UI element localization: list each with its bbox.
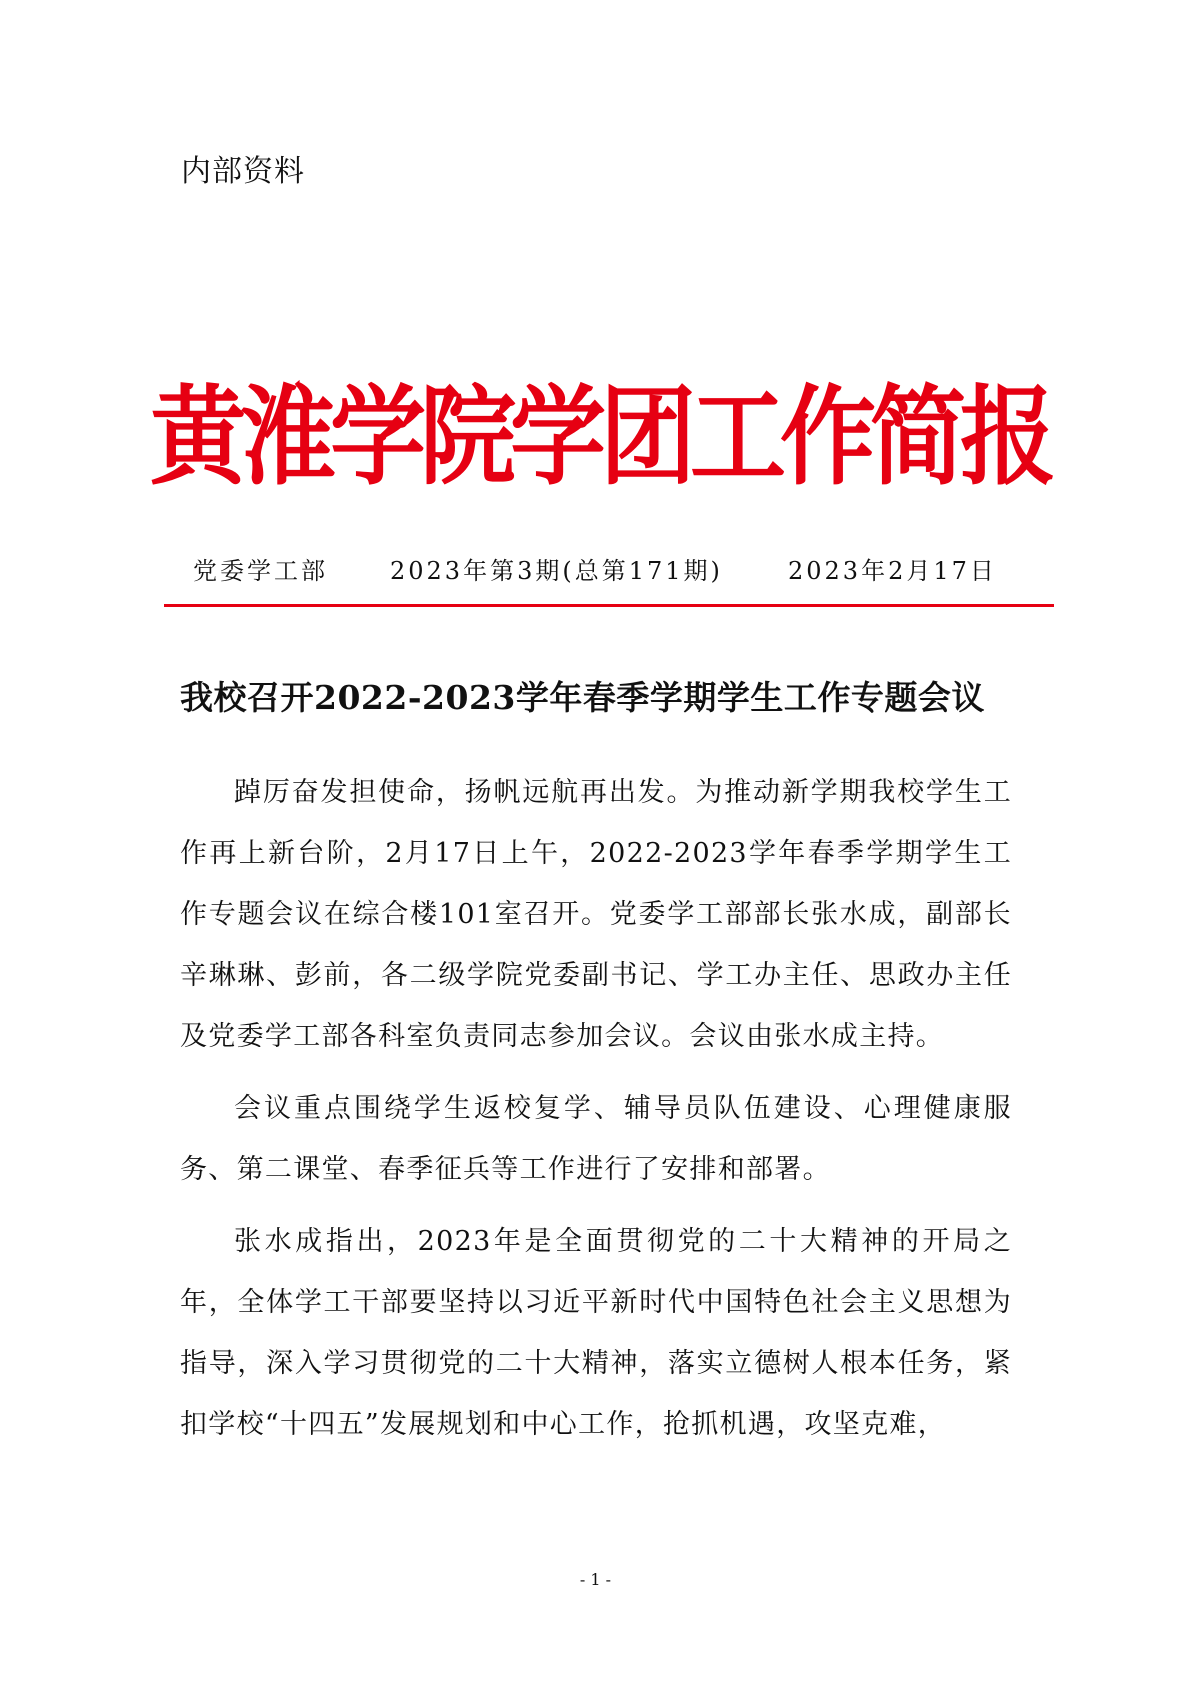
article-paragraph: 会议重点围绕学生返校复学、辅导员队伍建设、心理健康服务、第二课堂、春季征兵等工作进行了安排和部署。 [180,1093,1012,1185]
issuing-department: 党委学工部 [193,557,328,585]
article-paragraph: 张水成指出，2023年是全面贯彻党的二十大精神的开局之年，全体学工干部要坚持以习近平新时代中国特色社会主义思想为指导，深入学习贯彻党的二十大精神，落实立德树人根本任务，紧扣学校“十四五”发展规划和中心工作，抢抓机遇，攻坚克难， [180,1226,1012,1440]
classification-label: 内部资料 [181,154,305,189]
article-title: 我校召开2022-2023学年春季学期学生工作专题会议 [180,678,985,717]
red-divider-rule [164,604,1054,607]
article-body [180,762,1012,1466]
masthead-title: 黄淮学院学团工作简报 [150,373,1050,500]
article-paragraph: 踔厉奋发担使命，扬帆远航再出发。为推动新学期我校学生工作再上新台阶，2月17日上午，2022-2023学年春季学期学生工作专题会议在综合楼101室召开。党委学工部部长张水成，副部长辛琳琳、彭前，各二级学院党委副书记、学工办主任、思政办主任及党委学工部各科室负责同志参加会议。会议由张水成主持。 [180,777,1012,1052]
issue-number: 2023年第3期(总第171期) [390,557,723,585]
issue-date: 2023年2月17日 [788,557,997,585]
page-number: - 1 - [579,1570,612,1589]
